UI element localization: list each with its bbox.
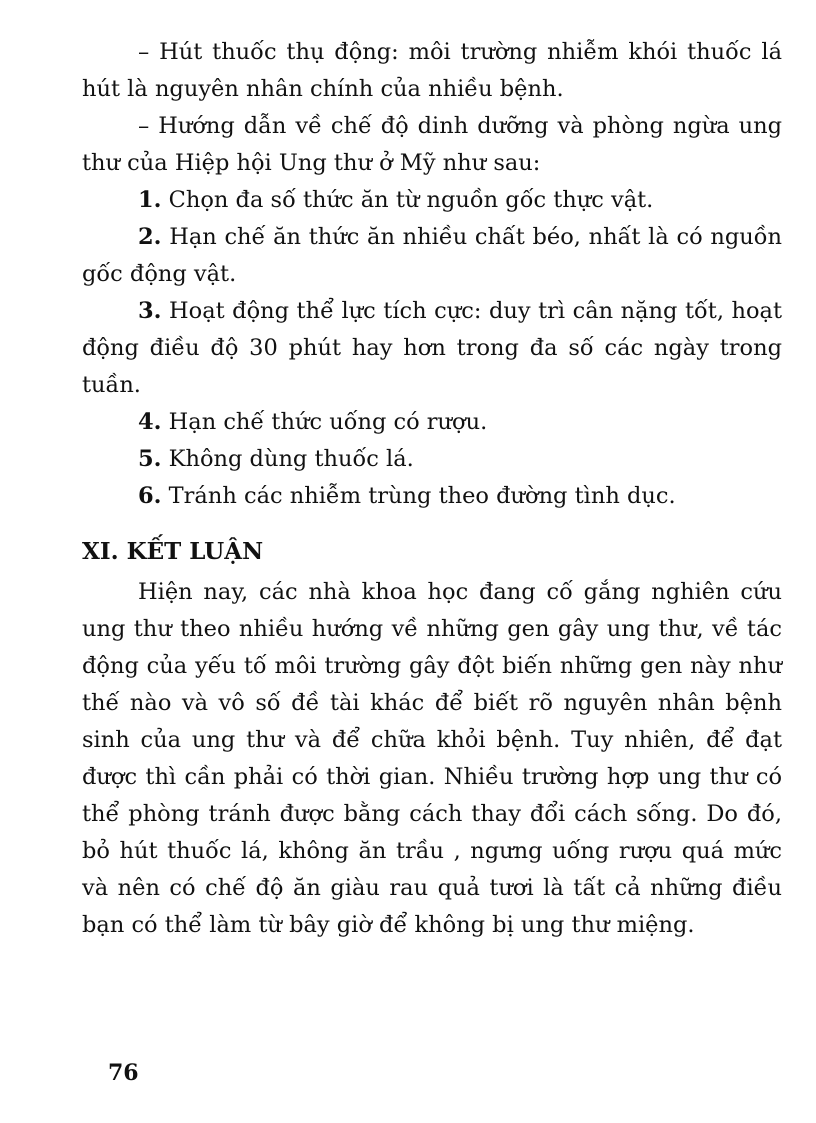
item-text: Hoạt động thể lực tích cực: duy trì cân nặng tốt, hoạt động điều độ 30 phút hay hơn trong đa số các ngày trong tuần. — [82, 298, 782, 398]
intro-paragraph-1: – Hút thuốc thụ động: môi trường nhiễm khói thuốc lá hút là nguyên nhân chính của nhiều bệnh. — [82, 39, 782, 102]
list-item — [82, 441, 782, 478]
section-heading: XI. KẾT LUẬN — [82, 538, 264, 565]
page-number: 76 — [108, 1060, 139, 1086]
item-number: 4. — [138, 409, 162, 435]
item-number: 5. — [138, 446, 162, 472]
item-text: Hạn chế ăn thức ăn nhiều chất béo, nhất là có nguồn gốc động vật. — [82, 224, 782, 287]
item-text: Tránh các nhiễm trùng theo đường tình dục. — [168, 483, 676, 509]
list-item — [82, 478, 782, 515]
item-text: Chọn đa số thức ăn từ nguồn gốc thực vật. — [168, 187, 654, 213]
item-text: Hạn chế thức uống có rượu. — [168, 409, 488, 435]
list-item — [82, 404, 782, 441]
item-number: 3. — [138, 298, 162, 324]
list-item — [82, 293, 782, 404]
list-item — [82, 182, 782, 219]
item-number: 1. — [138, 187, 162, 213]
item-text: Không dùng thuốc lá. — [168, 446, 414, 472]
item-number: 2. — [138, 224, 162, 250]
list-item — [82, 219, 782, 293]
intro-paragraph-2: – Hướng dẫn về chế độ dinh dưỡng và phòng ngừa ung thư của Hiệp hội Ung thư ở Mỹ như sau: — [82, 113, 782, 176]
page-content — [82, 34, 782, 944]
item-number: 6. — [138, 483, 162, 509]
conclusion-paragraph: Hiện nay, các nhà khoa học đang cố gắng nghiên cứu ung thư theo nhiều hướng về những gen gây ung thư, về tác động của yếu tố môi trường gây đột biến những gen này như thế nào và vô số đề tài khác để biết rõ nguyên nhân bệnh sinh của ung thư và để chữa khỏi bệnh. Tuy nhiên, để đạt được thì cần phải có thời gian. Nhiều trường hợp ung thư có thể phòng tránh được bằng cách thay đổi cách sống. Do đó, bỏ hút thuốc lá, không ăn trầu , ngưng uống rượu quá mức và nên có chế độ ăn giàu rau quả tươi là tất cả những điều bạn có thể làm từ bây giờ để không bị ung thư miệng. — [82, 579, 782, 938]
recommendation-list — [82, 182, 782, 515]
